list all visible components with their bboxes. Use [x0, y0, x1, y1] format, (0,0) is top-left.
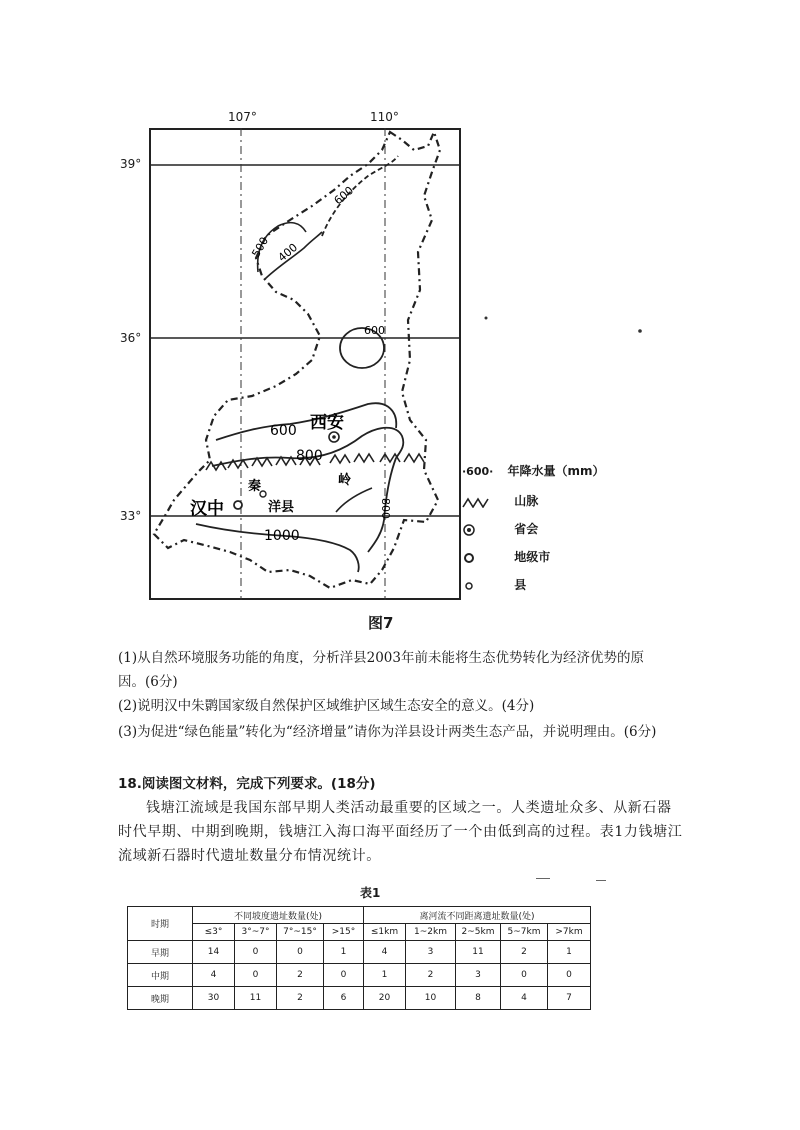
table-row — [128, 964, 591, 987]
lat-label-33: 33° — [120, 509, 142, 523]
figure-caption: 图7 — [368, 614, 394, 632]
isohyet-label-1000: 1000 — [264, 528, 300, 544]
question-3: (3)为促进“绿色能量”转化为“经济增量”请你为洋县设计两类生态产品，并说明理由。(6分) — [118, 724, 657, 740]
table-slope-group-header: 不同坡度遗址数量(处) — [193, 907, 364, 924]
table-cell: 0 — [235, 964, 277, 987]
place-xian: 西安 — [310, 413, 344, 433]
table-cell: 2 — [277, 964, 324, 987]
scan-dash — [596, 880, 606, 881]
table-subheader: >15° — [324, 924, 364, 941]
isohyet-label-800: 800 — [296, 448, 323, 464]
table-cell: 2 — [501, 941, 548, 964]
table-cell: 11 — [456, 941, 501, 964]
isohyet-icon: ·600· — [462, 465, 494, 478]
hanzhong-city-marker — [234, 501, 242, 509]
table-title: 表1 — [360, 886, 381, 900]
table-cell: 14 — [193, 941, 235, 964]
question-18-para-line-2: 时代早期、中期到晚期，钱塘江入海口海平面经历了一个由低到高的过程。表1力钱塘江 — [118, 824, 683, 840]
table-cell: 11 — [235, 987, 277, 1010]
question-18-para-line-1: 钱塘江流域是我国东部早期人类活动最重要的区域之一。人类遗址众多、从新石器 — [146, 800, 672, 816]
table-subheader: 1~2km — [406, 924, 456, 941]
place-qin: 秦 — [248, 479, 262, 494]
table-subheader-row — [128, 924, 591, 941]
capital-icon — [462, 523, 476, 537]
table-subheader: 7°~15° — [277, 924, 324, 941]
table-cell: 0 — [324, 964, 364, 987]
legend-label: 县 — [514, 578, 527, 592]
table-cell: 30 — [193, 987, 235, 1010]
place-yangxian: 洋县 — [268, 500, 295, 515]
table-cell: 0 — [548, 964, 591, 987]
table-cell: 3 — [406, 941, 456, 964]
site-distribution-table — [127, 906, 591, 1010]
county-icon — [462, 579, 476, 593]
table-subheader: 2~5km — [456, 924, 501, 941]
table-subheader: >7km — [548, 924, 591, 941]
scan-speck — [485, 317, 488, 320]
table-cell: 1 — [324, 941, 364, 964]
isohyet-600-south — [216, 403, 396, 440]
legend-county — [462, 576, 526, 593]
legend-mountain — [462, 492, 538, 509]
table-cell: 20 — [364, 987, 406, 1010]
table-cell: 10 — [406, 987, 456, 1010]
table-subheader: 3°~7° — [235, 924, 277, 941]
scan-speck — [638, 329, 642, 333]
table-cell: 4 — [193, 964, 235, 987]
legend-city — [462, 548, 550, 565]
table-subheader: 5~7km — [501, 924, 548, 941]
question-2: (2)说明汉中朱鹮国家级自然保护区域维护区域生态安全的意义。(4分) — [118, 698, 535, 714]
isohyet-label-400: 400 — [275, 240, 301, 265]
question-18-heading: 18.阅读图文材料，完成下列要求。(18分) — [118, 776, 376, 792]
isohyet-label-800-east: 800 — [379, 498, 392, 519]
lon-label-110: 110° — [370, 110, 399, 124]
table-period-header: 时期 — [128, 907, 193, 941]
mountain-icon — [462, 496, 490, 508]
lat-label-36: 36° — [120, 331, 142, 345]
table-cell: 1 — [364, 964, 406, 987]
table-cell: 2 — [277, 987, 324, 1010]
table-cell: 0 — [501, 964, 548, 987]
table-period-cell: 中期 — [128, 964, 193, 987]
table-header-row — [128, 907, 591, 924]
legend-capital — [462, 520, 538, 537]
table-cell: 2 — [406, 964, 456, 987]
table-cell: 1 — [548, 941, 591, 964]
city-icon — [462, 551, 476, 565]
table-cell: 6 — [324, 987, 364, 1010]
question-18-para-line-3: 流域新石器时代遗址数量分布情况统计。 — [118, 848, 381, 864]
table-period-cell: 早期 — [128, 941, 193, 964]
table-cell: 0 — [235, 941, 277, 964]
scan-dash — [536, 878, 550, 879]
table-row — [128, 941, 591, 964]
table-period-cell: 晚期 — [128, 987, 193, 1010]
question-1-line-1: (1)从自然环境服务功能的角度，分析洋县2003年前未能将生态优势转化为经济优势的原 — [118, 650, 644, 666]
table-distance-group-header: 离河流不同距离遗址数量(处) — [364, 907, 591, 924]
table-subheader: ≤3° — [193, 924, 235, 941]
xian-capital-dot — [332, 435, 336, 439]
table-cell: 4 — [501, 987, 548, 1010]
province-boundary — [154, 132, 440, 588]
table-subheader: ≤1km — [364, 924, 406, 941]
table-cell: 7 — [548, 987, 591, 1010]
legend-label: 地级市 — [514, 550, 551, 564]
isohyet-label-600-north: 600 — [331, 183, 357, 208]
isohyet-branch — [336, 488, 372, 512]
isohyet-label-600-south: 600 — [270, 423, 297, 439]
table-cell: 4 — [364, 941, 406, 964]
isohyet-label-600-loop: 600 — [364, 324, 385, 337]
legend-label: 年降水量（mm） — [507, 464, 605, 478]
table-cell: 3 — [456, 964, 501, 987]
lon-label-107: 107° — [228, 110, 257, 124]
legend-isohyet — [462, 462, 605, 479]
table-cell: 8 — [456, 987, 501, 1010]
legend-label: 省会 — [514, 522, 539, 536]
legend-label: 山脉 — [514, 494, 539, 508]
table-cell: 0 — [277, 941, 324, 964]
isohyet-label-500: 500 — [249, 234, 272, 260]
question-1-line-2: 因。(6分) — [118, 674, 178, 690]
place-ling: 岭 — [338, 473, 352, 488]
table-row — [128, 987, 591, 1010]
place-hanzhong: 汉中 — [190, 499, 224, 519]
lat-label-39: 39° — [120, 157, 142, 171]
